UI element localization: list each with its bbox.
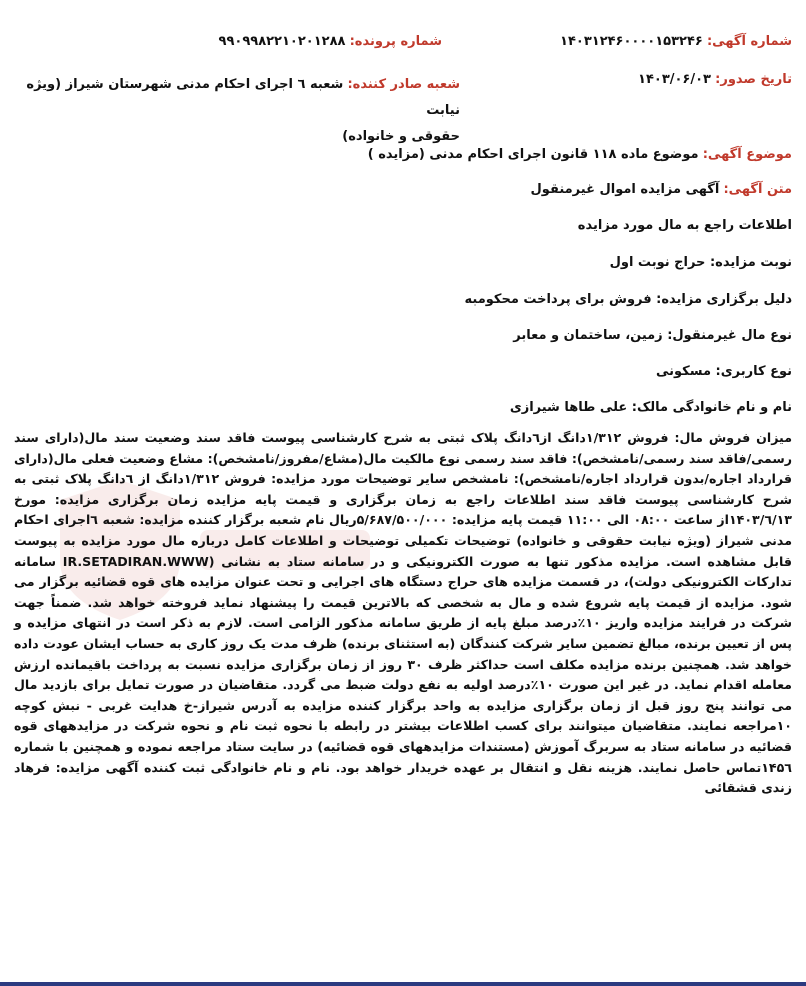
- ad-number-label: شماره آگهی:: [706, 34, 792, 49]
- subject-field: [368, 147, 792, 162]
- info-line: نوبت مزایده: حراج نوبت اول: [609, 255, 792, 270]
- case-number-label: شماره پرونده:: [349, 34, 442, 49]
- subject-value: موضوع ماده ۱۱۸ قانون اجرای احکام مدنی (مزایده ): [367, 147, 699, 162]
- subject-label: موضوع آگهی:: [702, 147, 792, 162]
- info-line: نام و نام خانوادگی مالک: علی طاها شیرازی: [509, 400, 792, 415]
- ad-number-value: ۱۴۰۳۱۲۴۶۰۰۰۰۱۵۳۲۴۶: [560, 34, 703, 49]
- issue-date-field: [638, 72, 792, 87]
- issuer-line2: حقوقی و خانواده): [342, 129, 460, 144]
- info-line: دلیل برگزاری مزایده: فروش برای پرداخت محکومبه: [464, 292, 792, 307]
- issue-date-label: تاریخ صدور:: [715, 72, 792, 87]
- issuer-line1: شعبه ٦ اجرای احکام مدنی شهرستان شیراز (ویژه نیابت: [26, 77, 460, 118]
- info-line: نوع مال غیرمنقول: زمین، ساختمان و معابر: [513, 328, 792, 343]
- ad-text-label: متن آگهی:: [723, 182, 792, 197]
- issuer-field: [20, 72, 460, 150]
- info-line: نوع کاربری: مسکونی: [656, 364, 792, 379]
- ad-text-value: آگهی مزایده اموال غیرمنقول: [530, 182, 720, 197]
- bottom-accent-bar: [0, 982, 806, 986]
- info-line: اطلاعات راجع به مال مورد مزایده: [577, 218, 792, 233]
- ad-body-text: میزان فروش مال: فروش ۱/۳۱۲دانگ از٦دانگ پلاک ثبتی به شرح کارشناسی پیوست فاقد سند وضعیت سند مال(دارای سند رسمی/فاقد سند رسمی/نامشخص): فاقد سند رسمی نوع مالکیت مال(مشاع/مفروز/نامشخص): مشاع وضعیت فعلی مال(دارای قرارداد اجاره/بدون قرارداد اجاره/نامشخص): نامشخص سایر توضیحات مورد مزایده: فروش ۱/۳۱۲دانگ از ٦دانگ پلاک ثبتی به شرح کارشناسی پیوست فاقد سند اطلاعات راجع به زمان برگزاری و قیمت پایه مزایده زمان برگزاری مزایده: مورخ ۱۴۰۳/٦/۱۳از ساعت ۰۸:۰۰ الی ۱۱:۰۰ قیمت پایه مزایده: ۵/۶۸۷/۵۰۰/۰۰۰ریال نام شعبه برگزار کننده مزایده: شعبه ٦اجرای احکام مدنی شیراز (ویژه نیابت حقوقی و خانواده) توضیحات تکمیلی توضیحات و اطلاعات کامل درباره مال مورد مزایده به پیوست قابل مشاهده است. مزایده مذکور تنها به صورت الکترونیکی و در سامانه ستاد به نشانی (IR.SETADIRAN.WWW سامانه تدارکات الکترونیکی دولت)، در قسمت مزایده های حراج دستگاه های اجرایی و تحت عنوان مزایده های قوه قضائیه برگزار می شود. مزایده از قیمت پایه شروع شده و مال به شخصی که بالاترین قیمت را پیشنهاد نماید فروخته خواهد شد. ضمناً جهت شرکت در فرایند مزایده واریز ۱۰٪درصد مبلغ پایه از طریق سامانه مذکور الزامی است. لازم به ذکر است در انتهای مزایده و پس از تعیین برنده، مبالغ تضمین سایر شرکت کنندگان (به استثنای برنده) ظرف مدت یک روز کاری به حساب ایشان عودت داده خواهد شد. همچنین برنده مزایده مکلف است حداکثر ظرف ۳۰ روز از زمان برگزاری مزایده نسبت به پرداخت باقیمانده ارزش معامله اقدام نماید. در غیر این صورت ۱۰٪درصد اولیه به نفع دولت ضبط می گردد. متقاضیان در صورت تمایل برای بازدید مال می توانند پنج روز قبل از زمان برگزاری مزایده به واحد برگزار کننده مزایده به آدرس شیراز-خ هدایت غربی - نبش کوچه ۱۰مراجعه نمایند. متقاضیان میتوانند برای کسب اطلاعات بیشتر در رابطه با نحوه ثبت نام و نحوه شرکت در مزایدههای قوه قضائیه در سامانه ستاد به سربرگ آموزش (مستندات مزایدههای قوه قضائیه) در سایت ستاد مراجعه نموده و همچنین با شماره ۱۴۵٦تماس حاصل نمایند. هزینه نقل و انتقال بر عهده خریدار خواهد بود. نام و نام خانوادگی ثبت کننده آگهی مزایده: فرهاد زندی قشقائی: [14, 430, 792, 796]
- ad-text-field: [531, 182, 792, 197]
- issue-date-value: ۱۴۰۳/۰۶/۰۳: [638, 72, 711, 87]
- issuer-label: شعبه صادر کننده:: [347, 77, 460, 92]
- case-number-field: [219, 34, 442, 49]
- case-number-value: ۹۹۰۹۹۸۲۲۱۰۲۰۱۲۸۸: [218, 34, 346, 49]
- ad-number-field: [560, 34, 792, 49]
